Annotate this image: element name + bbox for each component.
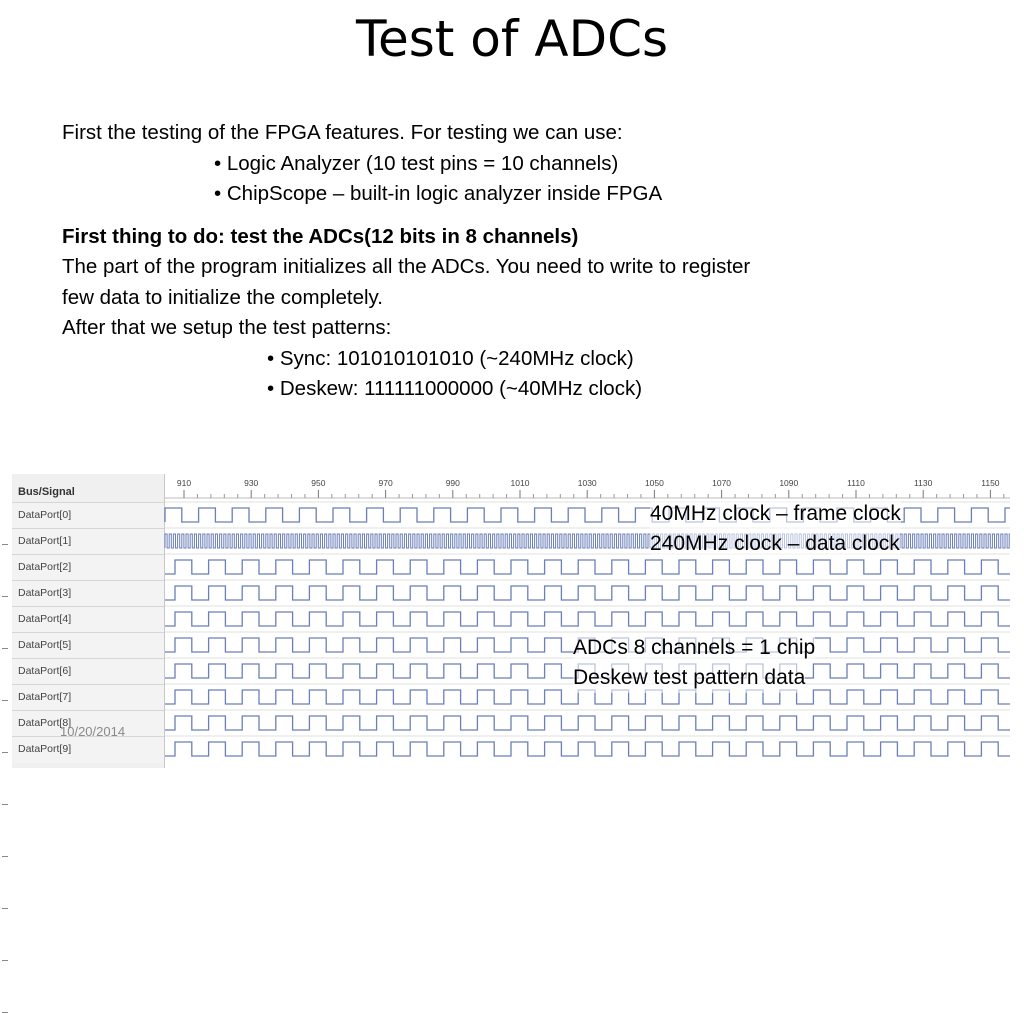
signal-name: DataPort[7] [18,691,72,703]
setup-line: After that we setup the test patterns: [62,316,392,339]
annotation-adc-channels: ADCs 8 channels = 1 chip [573,633,815,663]
row-marker [2,908,8,909]
row-marker [2,960,8,961]
tick-label: 1010 [510,478,530,488]
signal-name: DataPort[9] [18,743,72,755]
tick-label: 1150 [981,478,1000,488]
tick-label: 990 [445,478,460,488]
bullet-sync-pattern: • Sync: 101010101010 (~240MHz clock) [267,346,634,370]
waveform-trace [165,586,1010,600]
annotation-data-clock: 240MHz clock – data clock [650,529,900,559]
bullet-deskew-pattern: • Deskew: 111111000000 (~40MHz clock) [267,377,643,400]
tick-label: 910 [176,478,192,488]
row-marker [2,856,8,857]
row-marker [2,804,8,805]
footer-date: 10/20/2014 [60,724,126,739]
tick-label: 1070 [712,478,732,488]
section-heading: First thing to do: test the ADCs(12 bits in 8 channels) [62,224,579,248]
signal-name: DataPort[0] [18,509,72,521]
slide-body [62,118,962,405]
signal-name: DataPort[2] [18,561,72,573]
annotation-frame-clock: 40MHz clock – frame clock [650,499,901,529]
signal-name: DataPort[4] [18,613,72,625]
tick-label: 1090 [779,478,799,488]
section-paragraph-line1: The part of the program initializes all the ADCs. You need to write to register [62,255,751,278]
waveform-trace [165,560,1010,574]
tick-label: 1050 [644,478,664,488]
tick-label: 1030 [577,478,597,488]
time-ruler [165,478,1010,498]
waveform-trace [165,742,1010,756]
bullet-chipscope: • ChipScope – built-in logic analyzer inside FPGA [214,182,663,205]
waveform-trace [165,716,1010,730]
intro-line: First the testing of the FPGA features. For testing we can use: [62,121,623,144]
tick-label: 1130 [914,478,933,488]
slide-title: Test of ADCs [355,10,669,68]
annotation-deskew-pattern: Deskew test pattern data [573,663,805,693]
signal-name: DataPort[3] [18,587,72,599]
waveform-trace [165,612,1010,626]
bus-signal-header: Bus/Signal [18,486,75,498]
tick-label: 1110 [847,478,865,488]
tick-label: 930 [244,478,259,488]
tick-label: 970 [378,478,393,488]
signal-name: DataPort[6] [18,665,72,677]
signal-name: DataPort[8] [18,717,72,729]
signal-name: DataPort[1] [18,535,72,547]
signal-name: DataPort[5] [18,639,72,651]
bullet-logic-analyzer: • Logic Analyzer (10 test pins = 10 channels) [214,151,619,175]
tick-label: 950 [311,478,326,488]
section-paragraph-line2: few data to initialize the completely. [62,285,383,309]
